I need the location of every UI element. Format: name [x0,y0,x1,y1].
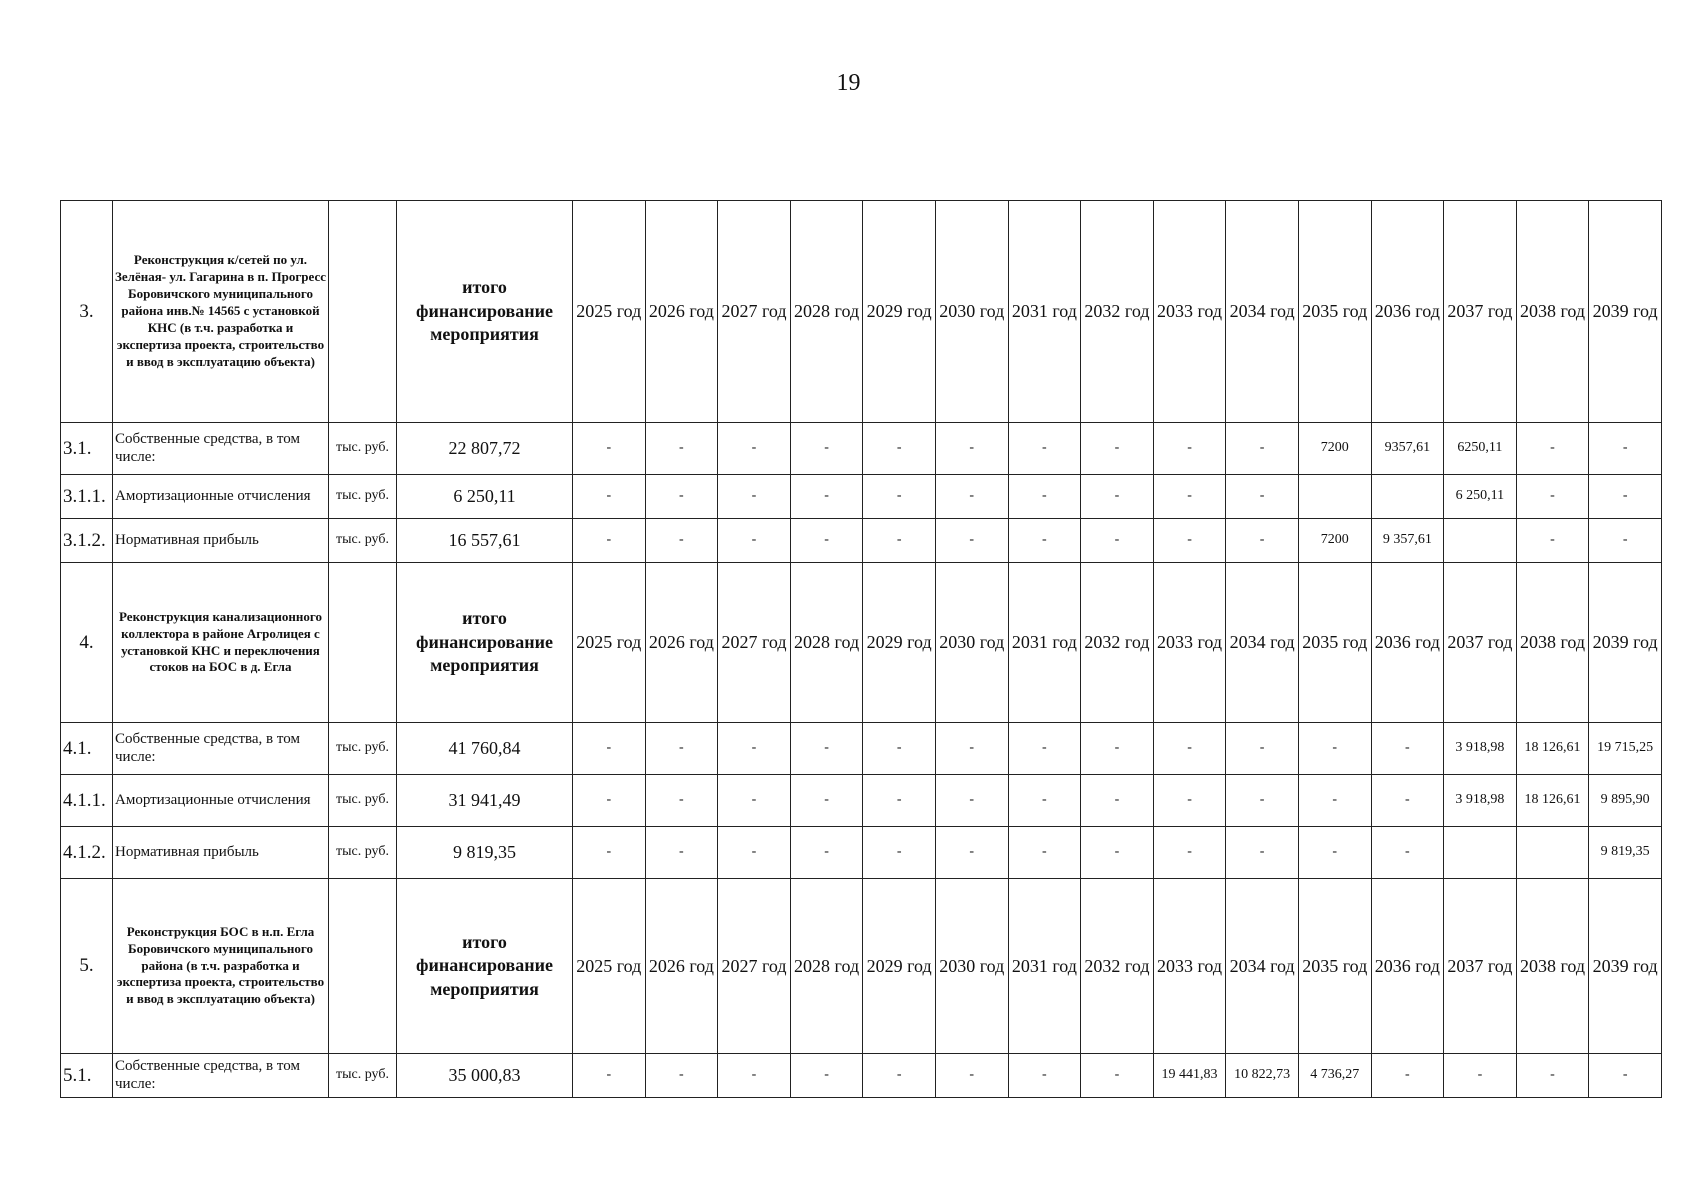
section-number: 4. [61,563,113,723]
year-value: 19 441,83 [1153,1054,1226,1098]
row-number: 4.1. [61,723,113,775]
year-value: - [1153,475,1226,519]
row-number: 3.1. [61,423,113,475]
year-value: - [935,475,1008,519]
year-value: - [718,423,791,475]
year-value: - [1371,1054,1444,1098]
row-unit: тыс. руб. [329,723,397,775]
year-value: - [790,723,863,775]
year-header: 2027 год [718,879,791,1054]
row-number: 3.1.2. [61,519,113,563]
year-value: - [863,519,936,563]
year-header: 2036 год [1371,879,1444,1054]
table-row [61,775,1662,827]
year-value: - [1008,423,1081,475]
row-unit: тыс. руб. [329,519,397,563]
row-total: 41 760,84 [397,723,573,775]
row-number: 4.1.1. [61,775,113,827]
year-header: 2032 год [1081,563,1154,723]
year-value: - [645,827,718,879]
row-name: Амортизационные отчисления [113,775,329,827]
table-row [61,723,1662,775]
year-value: - [863,775,936,827]
row-unit: тыс. руб. [329,827,397,879]
year-value: - [790,519,863,563]
year-header: 2037 год [1444,563,1517,723]
year-value: - [1371,827,1444,879]
year-value: - [1153,519,1226,563]
year-value: - [645,775,718,827]
table-row [61,475,1662,519]
year-header: 2028 год [790,201,863,423]
year-header: 2036 год [1371,563,1444,723]
year-value: - [1516,1054,1589,1098]
section-title: Реконструкция канализационного коллектора в районе Агролицея с установкой КНС и переключения стоков на БОС в д. Егла [113,563,329,723]
year-value: - [573,775,646,827]
year-value: - [1298,723,1371,775]
row-unit: тыс. руб. [329,475,397,519]
table-row [61,1054,1662,1098]
unit-cell-empty [329,563,397,723]
year-header: 2030 год [935,563,1008,723]
year-value: - [1081,775,1154,827]
year-value: 18 126,61 [1516,723,1589,775]
year-header: 2028 год [790,879,863,1054]
year-header: 2036 год [1371,201,1444,423]
year-header: 2031 год [1008,879,1081,1054]
year-value: 6 250,11 [1444,475,1517,519]
year-header: 2035 год [1298,563,1371,723]
year-header: 2029 год [863,201,936,423]
year-value: - [1589,423,1662,475]
year-value: - [1008,475,1081,519]
year-value: - [1081,1054,1154,1098]
row-name: Амортизационные отчисления [113,475,329,519]
year-value: - [1081,475,1154,519]
year-header: 2030 год [935,201,1008,423]
year-value: 9 357,61 [1371,519,1444,563]
year-value: - [645,519,718,563]
year-header: 2038 год [1516,201,1589,423]
row-name: Нормативная прибыль [113,827,329,879]
year-header: 2027 год [718,201,791,423]
year-value: - [1153,723,1226,775]
year-value: - [1226,475,1299,519]
row-total: 9 819,35 [397,827,573,879]
year-value: - [645,1054,718,1098]
table-row [61,423,1662,475]
financing-table [60,200,1662,1098]
year-value: - [1226,827,1299,879]
year-value: - [1371,775,1444,827]
year-value: - [1226,423,1299,475]
row-unit: тыс. руб. [329,775,397,827]
year-value: - [1298,775,1371,827]
row-total: 22 807,72 [397,423,573,475]
year-header: 2035 год [1298,879,1371,1054]
year-value: - [1516,423,1589,475]
year-header: 2025 год [573,879,646,1054]
year-value: - [573,475,646,519]
total-label: итого финансирование мероприятия [397,879,573,1054]
row-name: Собственные средства, в том числе: [113,723,329,775]
year-value: - [935,827,1008,879]
year-header: 2030 год [935,879,1008,1054]
year-value: - [718,519,791,563]
section-header-row [61,563,1662,723]
table-row [61,827,1662,879]
year-value: - [573,827,646,879]
year-header: 2034 год [1226,879,1299,1054]
row-total: 16 557,61 [397,519,573,563]
year-value: - [863,827,936,879]
year-value: 19 715,25 [1589,723,1662,775]
year-value: - [1226,519,1299,563]
row-total: 31 941,49 [397,775,573,827]
year-value: - [790,827,863,879]
section-number: 3. [61,201,113,423]
year-header: 2028 год [790,563,863,723]
row-number: 4.1.2. [61,827,113,879]
year-value: 10 822,73 [1226,1054,1299,1098]
year-value: - [1516,519,1589,563]
year-value [1371,475,1444,519]
year-value: - [935,775,1008,827]
page-number: 19 [836,70,861,96]
year-header: 2033 год [1153,563,1226,723]
year-value: - [790,423,863,475]
row-name: Собственные средства, в том числе: [113,423,329,475]
year-header: 2039 год [1589,201,1662,423]
year-value: 9357,61 [1371,423,1444,475]
year-header: 2026 год [645,563,718,723]
row-name: Собственные средства, в том числе: [113,1054,329,1098]
unit-cell-empty [329,201,397,423]
year-value: - [1081,827,1154,879]
year-value [1444,827,1517,879]
year-header: 2029 год [863,879,936,1054]
year-value: - [718,723,791,775]
year-value: - [863,423,936,475]
section-title: Реконструкция к/сетей по ул. Зелёная- ул. Гагарина в п. Прогресс Боровичского муниципального района инв.№ 14565 с установкой КНС (в т.ч. разработка и экспертиза проекта, строительство и ввод в эксплуатацию объекта) [113,201,329,423]
year-value: - [645,423,718,475]
year-value: - [863,1054,936,1098]
year-value: 3 918,98 [1444,723,1517,775]
total-label: итого финансирование мероприятия [397,201,573,423]
year-value: - [863,475,936,519]
year-value: - [935,1054,1008,1098]
year-value: - [1444,1054,1517,1098]
year-value: - [1008,723,1081,775]
year-value: - [935,423,1008,475]
year-header: 2031 год [1008,201,1081,423]
year-value [1298,475,1371,519]
year-header: 2034 год [1226,201,1299,423]
year-header: 2025 год [573,563,646,723]
year-value: - [1226,723,1299,775]
year-value: 7200 [1298,519,1371,563]
year-header: 2037 год [1444,879,1517,1054]
year-header: 2031 год [1008,563,1081,723]
year-value: - [1008,775,1081,827]
year-value [1444,519,1517,563]
year-value: - [790,475,863,519]
year-value: 18 126,61 [1516,775,1589,827]
year-value: - [935,723,1008,775]
year-header: 2039 год [1589,563,1662,723]
year-header: 2038 год [1516,879,1589,1054]
year-value: 4 736,27 [1298,1054,1371,1098]
year-value: 9 895,90 [1589,775,1662,827]
year-value: - [1153,423,1226,475]
year-value: - [573,1054,646,1098]
year-value: - [1081,423,1154,475]
year-header: 2033 год [1153,201,1226,423]
year-header: 2029 год [863,563,936,723]
section-title: Реконструкция БОС в н.п. Егла Боровичского муниципального района (в т.ч. разработка и экспертиза проекта, строительство и ввод в эксплуатацию объекта) [113,879,329,1054]
year-header: 2037 год [1444,201,1517,423]
year-value: - [790,1054,863,1098]
year-header: 2027 год [718,563,791,723]
year-value: - [718,827,791,879]
year-value: - [1371,723,1444,775]
year-value: - [1589,1054,1662,1098]
year-header: 2039 год [1589,879,1662,1054]
year-header: 2034 год [1226,563,1299,723]
year-value: - [718,1054,791,1098]
section-header-row [61,201,1662,423]
year-value: 3 918,98 [1444,775,1517,827]
year-value: - [573,519,646,563]
year-value: - [1589,475,1662,519]
year-value: - [790,775,863,827]
year-value: - [718,475,791,519]
row-total: 35 000,83 [397,1054,573,1098]
year-value: - [718,775,791,827]
table-row [61,519,1662,563]
year-value: - [573,723,646,775]
row-unit: тыс. руб. [329,423,397,475]
year-value: 7200 [1298,423,1371,475]
year-header: 2026 год [645,201,718,423]
year-value: - [645,475,718,519]
section-header-row [61,879,1662,1054]
year-value: 6250,11 [1444,423,1517,475]
year-header: 2035 год [1298,201,1371,423]
year-value: - [863,723,936,775]
year-value: 9 819,35 [1589,827,1662,879]
row-total: 6 250,11 [397,475,573,519]
section-number: 5. [61,879,113,1054]
unit-cell-empty [329,879,397,1054]
row-number: 5.1. [61,1054,113,1098]
year-header: 2033 год [1153,879,1226,1054]
year-value: - [1298,827,1371,879]
year-value: - [573,423,646,475]
year-header: 2032 год [1081,879,1154,1054]
year-header: 2026 год [645,879,718,1054]
year-value: - [935,519,1008,563]
row-number: 3.1.1. [61,475,113,519]
total-label: итого финансирование мероприятия [397,563,573,723]
row-name: Нормативная прибыль [113,519,329,563]
year-value: - [1008,827,1081,879]
year-value: - [1081,723,1154,775]
year-header: 2032 год [1081,201,1154,423]
year-value: - [645,723,718,775]
year-header: 2025 год [573,201,646,423]
year-value: - [1081,519,1154,563]
year-header: 2038 год [1516,563,1589,723]
year-value: - [1589,519,1662,563]
row-unit: тыс. руб. [329,1054,397,1098]
year-value: - [1516,475,1589,519]
year-value [1516,827,1589,879]
year-value: - [1226,775,1299,827]
year-value: - [1008,1054,1081,1098]
year-value: - [1153,775,1226,827]
year-value: - [1153,827,1226,879]
year-value: - [1008,519,1081,563]
